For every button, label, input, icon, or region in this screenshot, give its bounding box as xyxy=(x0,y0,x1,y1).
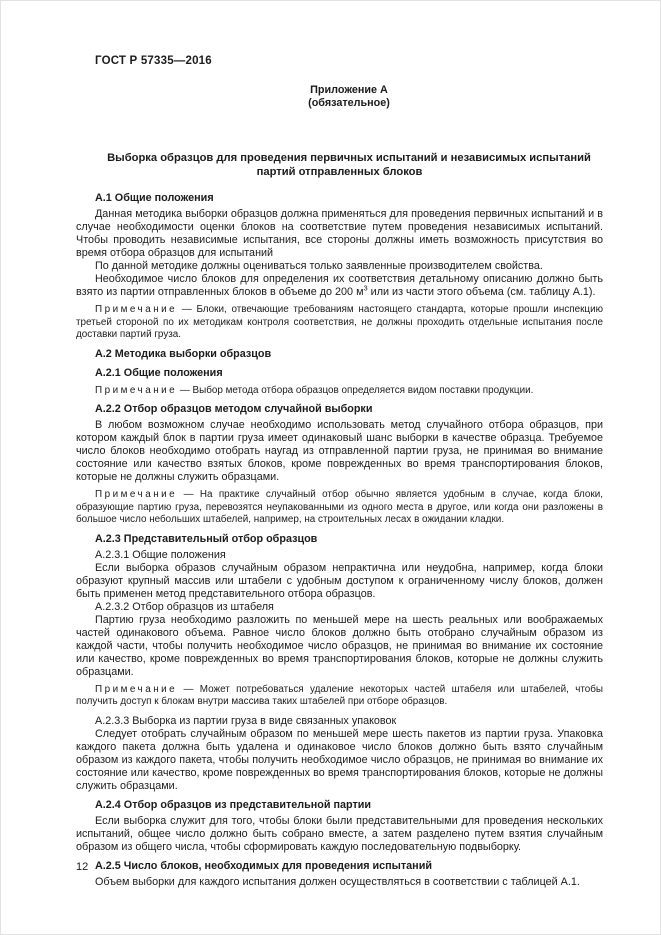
section-heading-a1: А.1 Общие положения xyxy=(95,192,214,204)
paragraph: Данная методика выборки образцов должна применяться для проведения первичных испытаний и в случае необходимости оценки блоков на соответствие путем проведения независимых испытаний. Чтобы проводить независимые испытания, все стороны должны иметь возможность присутствия во время отбора образцов для испытаний xyxy=(76,208,603,259)
note: Примечание — Может потребоваться удаление некоторых частей штабеля или штабелей, чтобы получить доступ к блокам внутри массива таких штабелей при отборе образцов. xyxy=(76,683,603,707)
document-title: Выборка образцов для проведения первичных испытаний и независимых испытаний партий отправленных блоков xyxy=(107,152,591,178)
document-body xyxy=(76,192,603,889)
section-heading-a2: А.2 Методика выборки образцов xyxy=(95,347,272,360)
subsection-heading-a232: А.2.3.2 Отбор образцов из штабеля xyxy=(95,600,274,613)
subsection-heading-a233: А.2.3.3 Выборка из партии груза в виде связанных упаковок xyxy=(95,714,397,727)
subsection-heading-a231: А.2.3.1 Общие положения xyxy=(95,548,226,561)
page-number: 12 xyxy=(76,861,89,873)
note-label: Примечание xyxy=(95,384,178,396)
note: Примечание — На практике случайный отбор обычно является удобным в случае, когда блоки, образующие партию груза, перевозятся неупакованными из одного места в другое, или когда они разложены в большое число небольших штабелей, например, на строительных лесах в ожидании кладки. xyxy=(76,489,603,525)
note: Примечание — Выбор метода отбора образцов определяется видом поставки продукции. xyxy=(95,384,534,396)
paragraph-with-superscript: Необходимое число блоков для определения их соответствия детальному описанию должно быть взято из партии отправленных блоков в объеме до 200 $м^3$ или из части этого объема (см. таблицу А.1). xyxy=(76,273,603,298)
section-heading-a24: А.2.4 Отбор образцов из представительной партии xyxy=(95,798,372,811)
paragraph: Если выборка образов случайным образом непрактична или неудобна, например, когда блоки образуют крупный массив или штабели с удобным доступом к ограниченному числу блоков, должен быть применен метод представительного отбора образцов. xyxy=(76,561,603,600)
page-content xyxy=(76,55,603,889)
paragraph: По данной методике должны оцениваться только заявленные производителем свойства. xyxy=(95,260,543,272)
paragraph: Объем выборки для каждого испытания должен осуществляться в соответствии с таблицей А.1. xyxy=(95,875,580,888)
annex-label: Приложение А xyxy=(310,84,388,96)
section-heading-a23: А.2.3 Представительный отбор образцов xyxy=(95,532,318,545)
note-label: Примечание xyxy=(95,683,178,695)
annex-kind: (обязательное) xyxy=(308,97,390,109)
paragraph: В любом возможном случае необходимо использовать метод случайного отбора образцов, при котором каждый блок в партии груза имеет одинаковый шанс выборки в качестве образца. Требуемое число блоков необходимо отобрать наугад из отправленной партии груза, не принимая во внимание состояние или качество взятых блоков, кроме поврежденных во время транспортирования блоков, которые не должны служить образцами. xyxy=(76,419,603,483)
cubic-meter-superscript: 3 xyxy=(363,283,368,293)
standard-code: ГОСТ Р 57335—2016 xyxy=(95,55,212,67)
paragraph: Партию груза необходимо разложить по меньшей мере на шесть реальных или воображаемых частей одинакового объема. Равное число блоков должно быть отобрано случайным образом из каждой части, чтобы получить необходимое число образцов, не принимая во внимание их состояние или качество, кроме поврежденных во время транспортирования блоков, которые не должны служить образцами. xyxy=(76,613,603,678)
section-heading-a25: А.2.5 Число блоков, необходимых для проведения испытаний xyxy=(95,859,432,872)
section-heading-a21: А.2.1 Общие положения xyxy=(95,366,223,379)
note: Примечание — Блоки, отвечающие требованиям настоящего стандарта, которые прошли инспекцию третьей стороной по их методикам контроля соответствия, не должны проходить отдельные испытания после доставки партий груза. xyxy=(76,304,604,340)
paragraph: Следует отобрать случайным образом по меньшей мере шесть пакетов из партии груза. Упаковка каждого пакета должна быть удалена и одинаковое число блоков должно быть взято случайным образом из каждого пакета, чтобы получить необходимое число образцов, не принимая во внимание их состояние или качество, кроме поврежденных во время транспортирования блоков, которые не должны служить образцами. xyxy=(76,727,603,792)
section-heading-a22: А.2.2 Отбор образцов методом случайной выборки xyxy=(95,403,373,415)
paragraph: Если выборка служит для того, чтобы блоки были представительными для проведения нескольких испытаний, общее число должно быть собрано вместе, а затем разделено путем взятия случайным образом из общего числа, чтобы сформировать каждую последовательную подвыборку. xyxy=(76,814,603,853)
note-label: Примечание xyxy=(95,489,178,500)
note-label: Примечание xyxy=(95,304,178,315)
